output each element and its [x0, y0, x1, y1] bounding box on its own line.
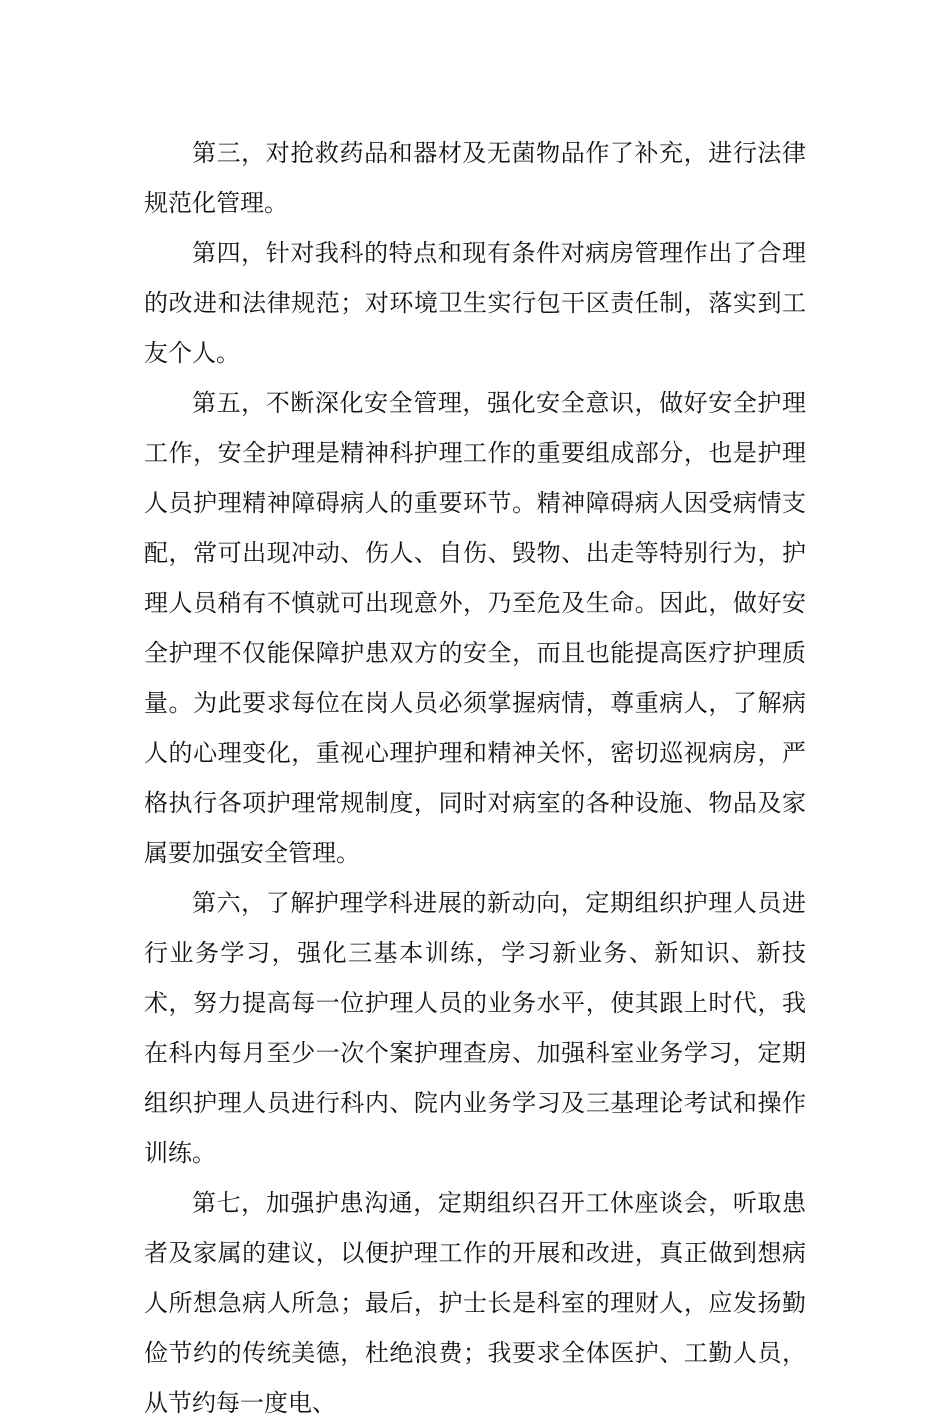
paragraph-fifth: 第五，不断深化安全管理，强化安全意识，做好安全护理工作，安全护理是精神科护理工作的重要组成部分，也是护理人员护理精神障碍病人的重要环节。精神障碍病人因受病情支配，常可出现冲动、伤人、自伤、毁物、出走等特别行为，护理人员稍有不慎就可出现意外，乃至危及生命。因此，做好安全护理不仅能保障护患双方的安全，而且也能提高医疗护理质量。为此要求每位在岗人员必须掌握病情，尊重病人，了解病人的心理变化，重视心理护理和精神关怀，密切巡视病房，严格执行各项护理常规制度，同时对病室的各种设施、物品及家属要加强安全管理。 [144, 389, 806, 867]
paragraph-sixth: 第六，了解护理学科进展的新动向，定期组织护理人员进行业务学习，强化三基本训练，学习新业务、新知识、新技术，努力提高每一位护理人员的业务水平，使其跟上时代，我在科内每月至少一次个案护理查房、加强科室业务学习，定期组织护理人员进行科内、院内业务学习及三基理论考试和操作训练。 [144, 889, 806, 1167]
paragraph-fourth: 第四，针对我科的特点和现有条件对病房管理作出了合理的改进和法律规范；对环境卫生实行包干区责任制，落实到工友个人。 [144, 239, 806, 367]
paragraph-third: 第三，对抢救药品和器材及无菌物品作了补充，进行法律规范化管理。 [144, 139, 806, 217]
document-body [144, 128, 806, 1428]
paragraph-seventh: 第七，加强护患沟通，定期组织召开工休座谈会，听取患者及家属的建议，以便护理工作的开展和改进，真正做到想病人所想急病人所急；最后，护士长是科室的理财人，应发扬勤俭节约的传统美德，杜绝浪费；我要求全体医护、工勤人员，从节约每一度电、 [144, 1189, 806, 1417]
